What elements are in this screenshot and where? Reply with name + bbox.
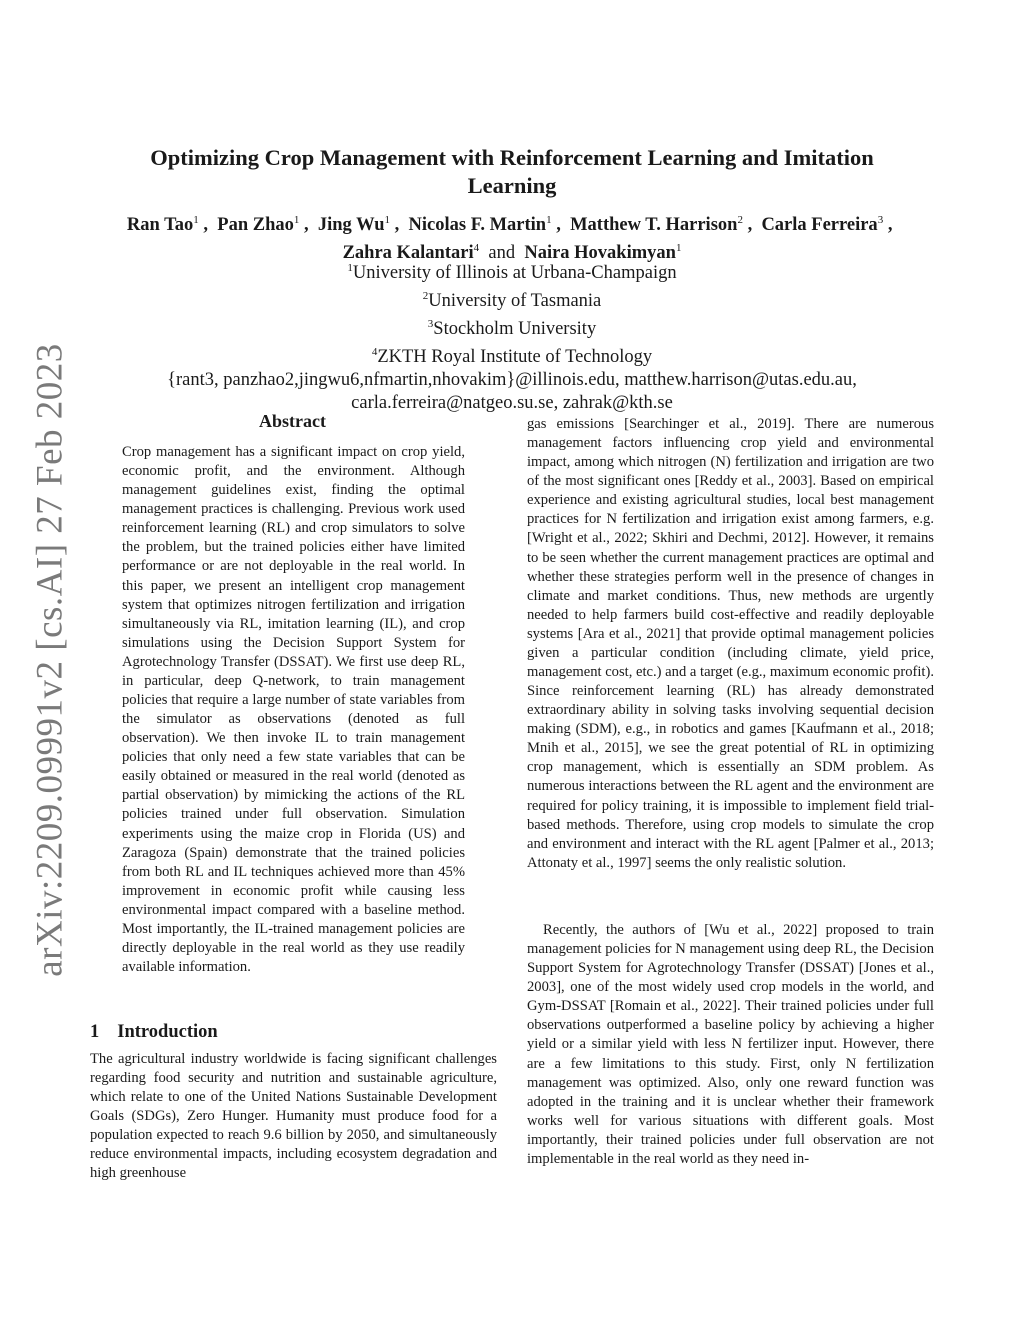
email-line: {rant3, panzhao2,jingwu6,nfmartin,nhovakim}@illinois.edu, matthew.harrison@utas.edu.au, bbox=[167, 370, 857, 390]
affiliation-block bbox=[100, 257, 924, 415]
author-name: Carla Ferreira bbox=[761, 215, 878, 235]
author-list: Ran Tao$^1$ , Pan Zhao$^1$ , Jing Wu$^1$ , Nicolas F. Martin$^1$ , Matthew T. Harrison$^2$ , Carla Ferreira$^3$ , Zahra Kalantari$^4$ and Naira Hovakimyan$^1$ bbox=[126, 214, 898, 263]
author-affiliation-marker: 1 bbox=[193, 214, 199, 226]
affiliation-marker: 3 bbox=[427, 318, 434, 330]
affiliation-marker: 1 bbox=[347, 262, 353, 274]
author-name: Nicolas F. Martin bbox=[408, 215, 547, 235]
author-affiliation-marker: 1 bbox=[675, 242, 682, 254]
author-name: Ran Tao bbox=[126, 215, 194, 235]
affiliation-name: Stockholm University bbox=[433, 319, 597, 339]
paper-title: Optimizing Crop Management with Reinforcement Learning and Imitation Learning bbox=[150, 145, 874, 198]
affiliation-name: ZKTH Royal Institute of Technology bbox=[377, 347, 653, 367]
author-affiliation-marker: 1 bbox=[293, 214, 300, 226]
author-affiliation-marker: 2 bbox=[737, 214, 743, 226]
author-affiliation-marker: 4 bbox=[473, 242, 480, 254]
affiliation-line bbox=[100, 341, 924, 369]
author-name: Matthew T. Harrison bbox=[570, 215, 738, 235]
introduction-paragraph-continued: gas emissions [Searchinger et al., 2019]. There are numerous management factors influencing crop yield and environmental impact, among which nitrogen (N) fertilization and irrigation are two of the most significant ones [Reddy et al., 2003]. Based on empirical experience and existing agricultural studies, local best management practices for N fertilization and irrigation exist among farmers, e.g. [Wright et al., 2022; Skhiri and Dechmi, 2012]. However, it remains to be seen whether the current management practices are optimal and whether these strategies perform well in the presence of changes in climate and market conditions. Thus, new methods are urgently needed to help farmers build cost-effective and readily deployable systems [Ara et al., 2021] that provide optimal management policies given a particular condition (including climate, yield price, management cost, etc.) and a target (e.g., maximum economic profit). Since reinforcement learning (RL) has already demonstrated extraordinary ability in solving tasks involving sequential decision making (SDM), e.g., in robotics and games [Kaufmann et al., 2018; Mnih et al., 2015], we see the great potential of RL in optimizing crop management, which is essentially an SDM problem. As numerous interactions between the RL agent and the environment are required for policy training, it is impossible to implement field trial-based methods. Therefore, using crop models to simulate the crop and environment and interact with the RL agent [Palmer et al., 2013; Attonaty et al., 1997] seems the only realistic solution. bbox=[527, 416, 934, 871]
author-name: Jing Wu bbox=[317, 215, 385, 235]
arxiv-identifier-stamp: arXiv:2209.09991v2 [cs.AI] 27 Feb 2023 bbox=[29, 343, 71, 977]
email-line: carla.ferreira@natgeo.su.se, zahrak@kth.se bbox=[351, 393, 673, 413]
affiliation-line bbox=[100, 285, 924, 313]
affiliation-name: University of Illinois at Urbana-Champaign bbox=[352, 263, 677, 283]
author-conjunction: and bbox=[488, 243, 516, 263]
abstract-heading: Abstract bbox=[259, 411, 326, 431]
author-name: Pan Zhao bbox=[217, 215, 294, 235]
affiliation-line bbox=[100, 257, 924, 285]
introduction-paragraph-2: Recently, the authors of [Wu et al., 2022] proposed to train management policies for N management using deep RL, the Decision Support System for Agrotechnology Transfer (DSSAT) [Jones et al., 2003], one of the most widely used crop models in the world, and Gym-DSSAT [Romain et al., 2022]. Their trained policies under full observations outperformed a baseline policy by achieving a higher yield or a similar yield with less N fertilizer input. However, there are a few limitations to this study. First, only N fertilization management was optimized. Also, only one reward function was adopted in the training and it is unclear whether their framework works well for various situations with different goals. Most importantly, their trained policies under full observation are not implementable in the real world as they need in- bbox=[527, 922, 934, 1167]
affiliation-name: University of Tasmania bbox=[428, 291, 602, 311]
section-heading bbox=[90, 1022, 218, 1043]
author-name: Naira Hovakimyan bbox=[524, 243, 676, 263]
author-affiliation-marker: 3 bbox=[877, 214, 884, 226]
section-number: 1 bbox=[90, 1022, 100, 1042]
introduction-paragraph: The agricultural industry worldwide is facing significant challenges regarding food security and nutrition and sustainable agriculture, which relate to one of the United Nations Sustainable Development Goals (SDGs), Zero Hunger. Humanity must produce food for a population expected to reach 9.6 billion by 2050, and simultaneously reduce environmental impacts, including ecosystem degradation and high greenhouse bbox=[90, 1051, 497, 1182]
author-affiliation-marker: 1 bbox=[384, 214, 391, 226]
affiliation-marker: 4 bbox=[371, 346, 378, 358]
affiliation-marker: 2 bbox=[422, 290, 429, 302]
author-affiliation-marker: 1 bbox=[546, 214, 552, 226]
section-title: Introduction bbox=[117, 1022, 218, 1042]
abstract-text: Crop management has a significant impact on crop yield, economic profit, and the environment. Although management guidelines exist, finding the optimal management practices is challenging. Previous work used reinforcement learning (RL) and crop simulators to solve the problem, but the trained policies either have limited performance or are not deployable in the real world. In this paper, we present an intelligent crop management system that optimizes nitrogen fertilization and irrigation simultaneously via RL, imitation learning (IL), and crop simulations using the Decision Support System for Agrotechnology Transfer (DSSAT). We first use deep RL, in particular, deep Q-network, to train management policies that require a large number of state variables from the simulator as observations (denoted as full observation). We then invoke IL to train management policies that only need a few state variables that can be easily obtained or measured in the real world (denoted as partial observation) by mimicking the actions of the RL policies trained under full observation. Simulation experiments using the maize crop in Florida (US) and Zaragoza (Spain) demonstrate that the trained policies from both RL and IL techniques achieved more than 45% improvement in economic profit while causing less environmental impact compared with a baseline method. Most importantly, the IL-trained management policies are directly deployable in the real world as they use readily available information. bbox=[122, 444, 465, 976]
affiliation-line bbox=[100, 313, 924, 341]
author-name: Zahra Kalantari bbox=[342, 243, 474, 263]
